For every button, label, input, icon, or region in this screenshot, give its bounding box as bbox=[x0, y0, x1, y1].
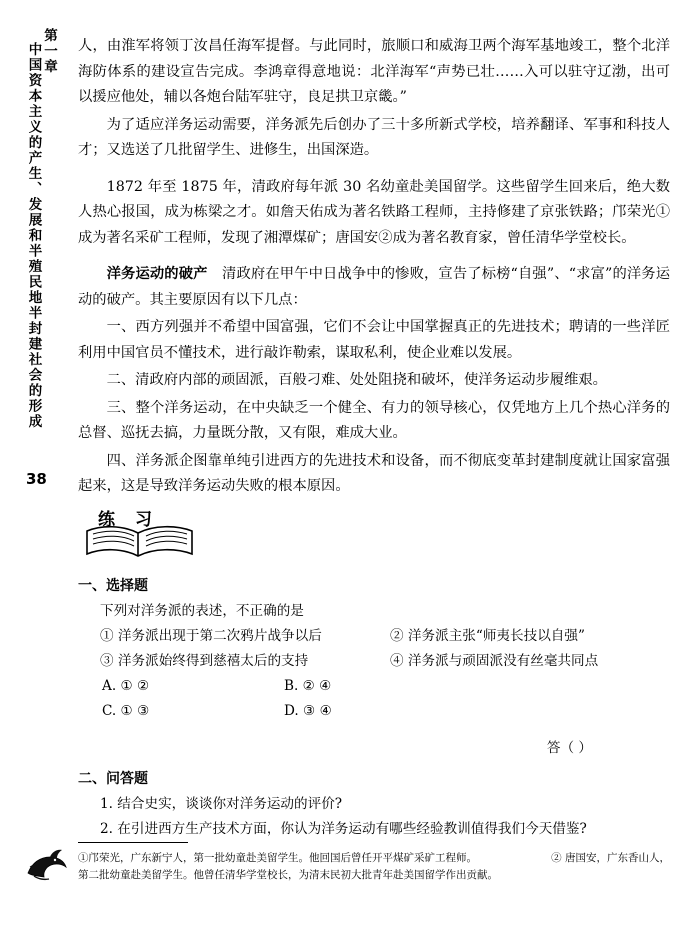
footnote-1: ①邝荣光，广东新宁人，第一批幼童赴美留学生。他回国后曾任开平煤矿采矿工程师。 bbox=[78, 852, 477, 864]
answer-choice[interactable]: A. ① ② bbox=[102, 678, 150, 694]
answer-choice[interactable]: C. ① ③ bbox=[102, 703, 150, 719]
footnote-2: ② 唐国安，广东香山人， bbox=[551, 852, 670, 864]
question-item: 2. 在引进西方生产技术方面，你认为洋务运动有哪些经验教训值得我们今天借鉴? bbox=[100, 821, 587, 837]
paragraph: 为了适应洋务运动需要，洋务派先后创办了三十多所新式学校，培养翻译、军事和科技人才；又选送了几批留学生、进修生，出国深造。 bbox=[78, 116, 670, 158]
answer-choice[interactable]: B. ② ④ bbox=[284, 678, 332, 694]
section1-title: 一、选择题 bbox=[78, 578, 148, 594]
section2-title: 二、问答题 bbox=[78, 771, 148, 787]
exercise-book-icon bbox=[84, 505, 204, 563]
dragon-ornament-icon bbox=[22, 843, 72, 883]
paragraph-with-footnote-refs: 1872 年至 1875 年，清政府每年派 30 名幼童赴美国留学。这些留学生回来后，绝大数人热心报国，成为栋梁之才。如詹天佑成为著名铁路工程师，主持修建了京张铁路；邝荣光①成为著名采矿工程师，发现了湘潭煤矿；唐国安②成为著名教育家，曾任清华学堂校长。 bbox=[78, 178, 670, 246]
section-lead: 清政府在甲午中日战争中的惨败，宣告了标榜“自强”、“求富”的洋务运动的破产。其主要原因有以下几点： bbox=[78, 266, 671, 308]
reason-point: 二、清政府内部的顽固派，百般刁难、处处阻挠和破坏，使洋务运动步履维艰。 bbox=[106, 372, 607, 388]
footnote-rule bbox=[78, 842, 188, 843]
option-item[interactable]: ④ 洋务派与顽固派没有丝毫共同点 bbox=[390, 653, 599, 669]
page-number: 38 bbox=[26, 470, 47, 488]
exercise-section bbox=[78, 505, 670, 842]
section-破产-paragraph bbox=[78, 262, 670, 313]
main-text-column bbox=[78, 34, 670, 502]
chapter-subtitle: 中国资本主义的产生、发展和半殖民地半封建社会的形成 bbox=[25, 42, 42, 430]
option-grid bbox=[78, 624, 670, 674]
exercise-label-char1: 练 bbox=[98, 510, 119, 530]
question-item: 1. 结合史实，谈谈你对洋务运动的评价? bbox=[100, 796, 343, 812]
reason-point: 四、洋务派企图靠单纯引进西方的先进技术和设备，而不彻底变革封建制度就让国家富强起来，这是导致洋务运动失败的根本原因。 bbox=[78, 452, 670, 494]
reason-point: 三、整个洋务运动，在中央缺乏一个健全、有力的领导核心，仅凭地方上几个热心洋务的总督、巡抚去搞，力量既分散，又有限，难成大业。 bbox=[78, 399, 670, 441]
chapter-side-strip bbox=[26, 28, 56, 458]
reason-point: 一、西方列强并不希望中国富强，它们不会让中国掌握真正的先进技术；聘请的一些洋匠利用中国官员不懂技术，进行敲诈勒索，谋取私利，使企业难以发展。 bbox=[78, 319, 670, 361]
option-item[interactable]: ② 洋务派主张“师夷长技以自强” bbox=[390, 628, 585, 644]
paragraph: 人，由淮军将领丁汝昌任海军提督。与此同时，旅顺口和威海卫两个海军基地竣工，整个北洋海防体系的建设宣告完成。李鸿章得意地说：北洋海军“声势已壮……入可以驻守辽渤，出可以援应他处，辅以各炮台陆军驻守，良足拱卫京畿。” bbox=[78, 38, 670, 105]
section1-prompt: 下列对洋务派的表述，不正确的是 bbox=[100, 603, 304, 619]
footnote-2-continued: 第二批幼童赴美留学生。他曾任清华学堂校长，为清末民初大批青年赴美国留学作出贡献。 bbox=[78, 869, 498, 881]
section-heading: 洋务运动的破产 bbox=[106, 266, 208, 282]
option-item[interactable]: ① 洋务派出现于第二次鸦片战争以后 bbox=[100, 628, 322, 644]
exercise-label bbox=[98, 505, 156, 530]
answer-blank[interactable]: 答（ ） bbox=[546, 740, 592, 756]
answer-choice[interactable]: D. ③ ④ bbox=[284, 703, 332, 719]
option-item[interactable]: ③ 洋务派始终得到慈禧太后的支持 bbox=[100, 653, 309, 669]
footnotes bbox=[78, 850, 670, 884]
chapter-label: 第一章 bbox=[41, 28, 57, 75]
exercise-label-char2: 习 bbox=[135, 510, 156, 530]
answer-choice-grid bbox=[78, 674, 670, 724]
